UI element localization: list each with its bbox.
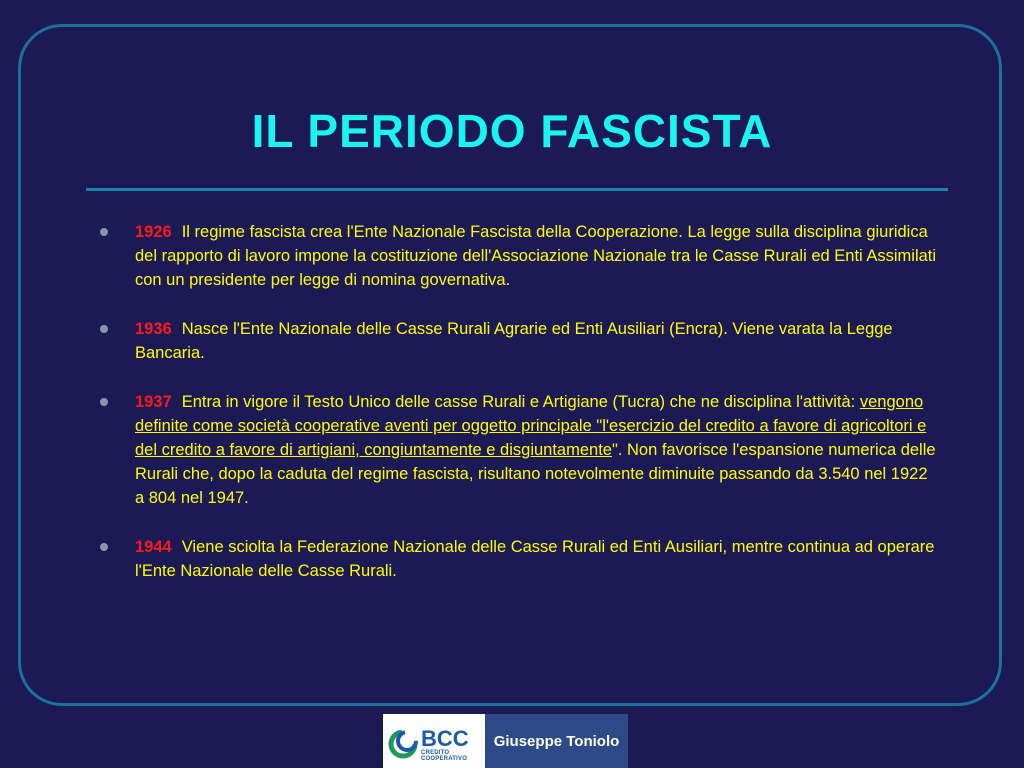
bullet-text: Entra in vigore il Testo Unico delle casse Rurali e Artigiane (Tucra) che ne disciplina l'attività: xyxy=(181,393,860,411)
list-item xyxy=(100,535,940,583)
bullet-text-continued: ". Non favorisce l'espansione numerica delle Rurali che, dopo la caduta del regime fascista, risultano notevolmente diminuite passando da 3.540 nel 1922 a 804 nel 1947. xyxy=(135,441,936,507)
bcc-logo xyxy=(383,714,485,768)
slide-title: IL PERIODO FASCISTA xyxy=(251,105,773,157)
year-label: 1936 xyxy=(135,320,172,338)
year-label: 1926 xyxy=(135,223,172,241)
author-name: Giuseppe Toniolo xyxy=(485,714,628,768)
bullet-dot-icon xyxy=(100,325,108,333)
bcc-logo-icon xyxy=(385,714,423,768)
footer-logo xyxy=(383,714,628,768)
bullet-dot-icon xyxy=(100,398,108,406)
title-divider xyxy=(86,188,948,191)
bullet-text: Viene sciolta la Federazione Nazionale delle Casse Rurali ed Enti Ausiliari, mentre continua ad operare l'Ente Nazionale delle Casse Rurali. xyxy=(135,538,935,580)
year-label: 1944 xyxy=(135,538,172,556)
logo-subtext: CREDITO COOPERATIVO xyxy=(421,750,468,762)
bullet-text: Il regime fascista crea l'Ente Nazionale Fascista della Cooperazione. La legge sulla disciplina giuridica del rapporto di lavoro impone la costituzione dell'Associazione Nazionale tra le Casse Rurali ed Enti Assimilati con un presidente per legge di nomina governativa. xyxy=(135,223,937,289)
underlined-text: vengono definite come società cooperative aventi per oggetto principale "l'esercizio del credito a favore di agricoltori e del credito a favore di artigiani, congiuntamente e disgiuntamente xyxy=(135,393,927,459)
bullet-dot-icon xyxy=(100,228,108,236)
list-item xyxy=(100,317,940,365)
list-item xyxy=(100,390,940,510)
bullet-dot-icon xyxy=(100,543,108,551)
year-label: 1937 xyxy=(135,393,172,411)
list-item xyxy=(100,220,940,292)
bullet-text: Nasce l'Ente Nazionale delle Casse Rurali Agrarie ed Enti Ausiliari (Encra). Viene varata la Legge Bancaria. xyxy=(135,320,893,362)
logo-text: BCC xyxy=(421,726,469,751)
bullet-list xyxy=(100,220,940,608)
